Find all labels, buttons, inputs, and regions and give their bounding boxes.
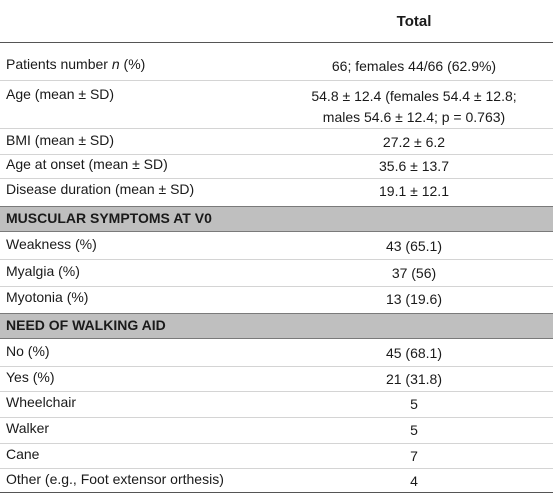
- table-row: [0, 84, 553, 126]
- table-row: [0, 236, 553, 258]
- row-label: Walker: [6, 420, 50, 436]
- row-label: Age at onset (mean ± SD): [6, 156, 168, 172]
- row-divider: [0, 468, 553, 469]
- row-divider: [0, 154, 553, 155]
- row-label: Patients number n (%): [6, 56, 146, 72]
- row-label: Yes (%): [6, 369, 55, 385]
- row-divider: [0, 366, 553, 367]
- row-value: 43 (65.1): [385, 238, 443, 254]
- row-label: Age (mean ± SD): [6, 86, 115, 102]
- table-row: [0, 181, 553, 203]
- row-value-line2: males 54.6 ± 12.4; p = 0.763): [322, 109, 506, 125]
- row-label: Myalgia (%): [6, 263, 80, 279]
- row-label: Myotonia (%): [6, 289, 89, 305]
- table-row: [0, 471, 553, 493]
- row-divider: [0, 417, 553, 418]
- table-row: [0, 394, 553, 416]
- row-value: 45 (68.1): [385, 345, 443, 361]
- table-row: [0, 369, 553, 391]
- section-header-muscular-symptoms: [0, 206, 553, 232]
- row-label: No (%): [6, 343, 50, 359]
- table-row: [0, 263, 553, 285]
- row-value: 37 (56): [391, 265, 437, 281]
- row-label: BMI (mean ± SD): [6, 132, 115, 148]
- row-value: 5: [410, 396, 418, 412]
- row-label: Disease duration (mean ± SD): [6, 181, 195, 197]
- table-row: [0, 132, 553, 154]
- row-divider: [0, 80, 553, 81]
- row-divider: [0, 128, 553, 129]
- row-divider: [0, 286, 553, 287]
- row-value: 7: [410, 448, 418, 464]
- row-divider: [0, 259, 553, 260]
- table-row: [0, 156, 553, 178]
- table-row: [0, 420, 553, 442]
- header-col2: Total: [396, 13, 432, 30]
- row-divider: [0, 391, 553, 392]
- row-value: 66; females 44/66 (62.9%): [331, 58, 497, 74]
- row-label: Other (e.g., Foot extensor orthesis): [6, 471, 224, 487]
- row-value: 5: [410, 422, 418, 438]
- row-value: 21 (31.8): [385, 371, 443, 387]
- table-row: [0, 56, 553, 78]
- table-header-row: [0, 0, 553, 42]
- section-header-walking-aid: [0, 313, 553, 339]
- table-row: [0, 446, 553, 468]
- row-value: 13 (19.6): [385, 291, 443, 307]
- row-value: 19.1 ± 12.1: [379, 183, 449, 199]
- row-value-line1: 54.8 ± 12.4 (females 54.4 ± 12.8;: [311, 88, 517, 104]
- row-label: Wheelchair: [6, 394, 77, 410]
- section-title: MUSCULAR SYMPTOMS AT V0: [6, 210, 212, 226]
- row-label: Cane: [6, 446, 40, 462]
- table-row: [0, 289, 553, 311]
- row-value: 27.2 ± 6.2: [382, 134, 446, 150]
- row-divider: [0, 178, 553, 179]
- row-label: Weakness (%): [6, 236, 97, 252]
- row-value: 4: [410, 473, 418, 489]
- section-title: NEED OF WALKING AID: [6, 317, 166, 333]
- row-divider: [0, 443, 553, 444]
- table-bottom-rule: [0, 492, 553, 493]
- table-row: [0, 343, 553, 365]
- row-value: 35.6 ± 13.7: [379, 158, 449, 174]
- header-rule: [0, 42, 553, 43]
